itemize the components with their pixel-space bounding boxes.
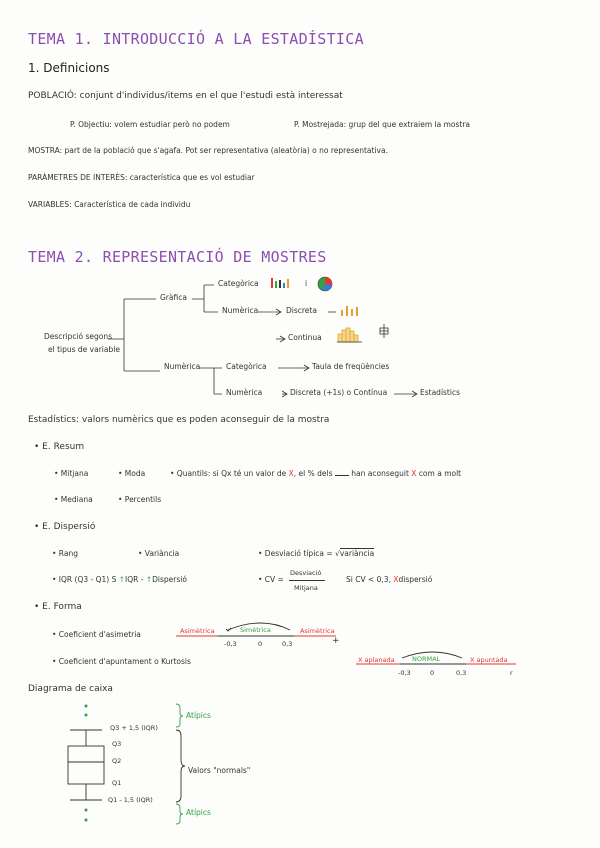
tree-root-line2: el tipus de variable [48,345,120,354]
tree-numerica-3: Numèrica [226,388,263,397]
quantils-text-d: com a molt [418,469,462,478]
desviacio-label: • Desviació típica = [258,549,333,558]
sqrt-symbol: √ [335,549,340,558]
dispersio-variancia: • Variància [138,549,180,558]
tree-numerica-1: Numèrica [222,306,259,315]
tree-grafica: Gràfica [160,293,187,302]
dispersio-rang: • Rang [52,549,78,558]
iqr-text-c: Dispersió [152,575,187,584]
boxplot-atipics-top: Atípics [186,711,211,720]
iqr-up-arrow-2: ↑ [145,575,153,584]
boxplot-atipics-bottom: Atípics [186,808,211,817]
quantils-text-a: • Quantils: si Qx té un valor de [170,469,287,478]
boxplot-normals: Valors "normals" [188,766,251,775]
quantils-x1: X [288,469,294,478]
tema2-title: TEMA 2. REPRESENTACIÓ DE MOSTRES [28,248,327,266]
boxplot-q3-fence: Q3 + 1,5 (IQR) [110,724,158,732]
iqr-up-arrow: ↑ [118,575,126,584]
tree-categorica-sep: i [305,279,308,288]
estadistics-def: Estadístics: valors numèrics que es poden aconseguir de la mostra [28,415,330,425]
resum-mediana: • Mediana [54,495,93,504]
tree-continua-1: Continua [288,333,322,342]
iqr-text-b: IQR - [125,575,144,584]
def-parametres: PARÀMETRES DE INTERÈS: característica que es vol estudiar [28,173,255,182]
boxplot-q1-fence: Q1 - 1,5 (IQR) [108,796,153,804]
cv-text-b: Si CV < 0,3, [346,575,391,584]
kurt-tick-3: 0,3 [456,669,467,677]
asim-tick-1: -0,3 [224,640,237,648]
cv-numerator: Desviació [290,569,322,577]
tree-discreta-1: Discreta [286,306,317,315]
asim-mid-label: Simètrica [240,626,271,634]
asim-tick-2: 0 [258,640,263,648]
kurt-right-label: X apuntada [470,656,508,664]
tree-categorica-2: Categòrica [226,362,267,371]
tree-taula-freq: Taula de freqüències [312,362,390,371]
tree-numerica-2: Numèrica [164,362,201,371]
boxplot-title: Diagrama de caixa [28,684,113,694]
cv-x: X [393,575,399,584]
tema1-title: TEMA 1. INTRODUCCIÓ A LA ESTADÍSTICA [28,30,364,48]
quantils-text-b: , el % dels [293,469,333,478]
iqr-text-a: • IQR (Q3 - Q1) S [52,575,117,584]
kurt-left-label: X aplanada [358,656,395,664]
desviacio-root: variància [339,549,375,558]
asim-tick-3: 0,3 [282,640,293,648]
resum-title: • E. Resum [34,442,85,452]
asim-left-label: Asimètrica [180,627,215,635]
cv-label: • CV = [258,575,284,584]
brace-atipics-bottom [176,804,183,824]
box [68,746,104,784]
def-mostra: MOSTRA: part de la població que s'agafa. Pot ser representativa (aleatòria) o no representativa. [28,146,388,155]
forma-plus: + [332,636,340,646]
boxplot-q1: Q1 [112,779,122,787]
brace-atipics-top [176,704,183,727]
cv-denominator: Mitjana [294,584,318,592]
kurt-tick-2: 0 [430,669,435,677]
cv-text-c: dispersió [398,575,433,584]
resum-mitjana: • Mitjana [54,469,89,478]
kurt-tick-1: -0,3 [398,669,411,677]
outlier-points-top [85,705,88,717]
forma-apuntament: • Coeficient d'apuntament o Kurtosis [52,657,191,666]
tree-estadistics: Estadístics [420,388,460,397]
quantils-text-c: han aconseguit [351,469,409,478]
dispersio-title: • E. Dispersió [34,522,96,532]
resum-percentils: • Percentils [118,495,162,504]
brace-normals [176,730,185,802]
boxplot-q3: Q3 [112,740,122,748]
def-poblacio: POBLACIÓ: conjunt d'individus/items en el que l'estudi està interessat [28,91,343,101]
def-p-mostrejada: P. Mostrejada: grup del que extraiem la mostra [294,120,471,129]
def-p-objectiu: P. Objectiu: volem estudiar però no podem [70,120,230,129]
kurt-tick-4: r [510,669,513,677]
outlier-points-bottom [85,809,88,822]
boxplot-q2: Q2 [112,757,122,765]
section-definicions: 1. Definicions [28,61,110,75]
tree-root-line1: Descripció segons [44,332,113,341]
forma-asimetria: • Coeficient d'asimetria [52,630,141,639]
resum-moda: • Moda [118,469,146,478]
tree-discreta-continua: Discreta (+1s) o Contínua [290,388,388,397]
quantils-x2: X [411,469,417,478]
tree-categorica-1: Categòrica [218,279,259,288]
def-variables: VARIABLES: Característica de cada individu [28,200,191,209]
kurt-mid-label: NORMAL [412,655,441,663]
forma-title: • E. Forma [34,602,82,612]
asim-right-label: Asimètrica [300,627,335,635]
